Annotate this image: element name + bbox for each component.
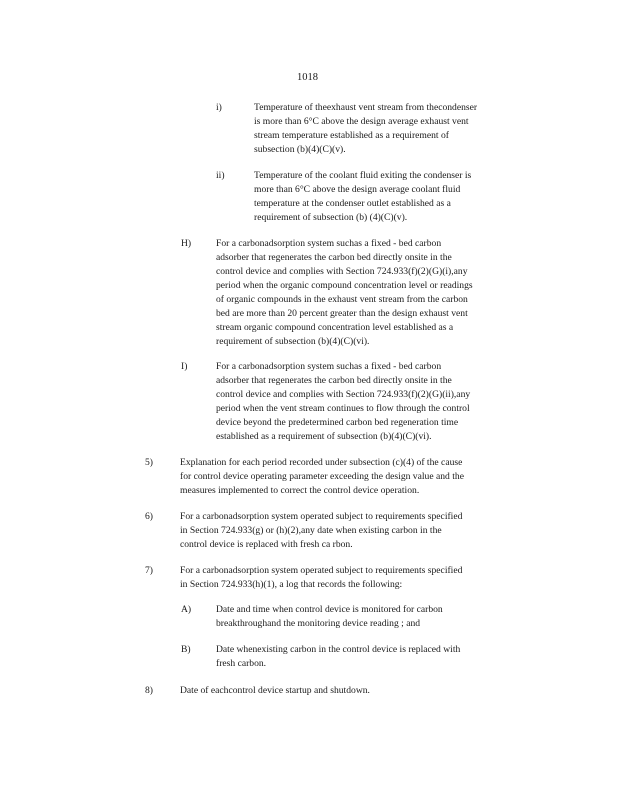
item-label: I) (181, 361, 188, 372)
item-text: Date and time when control device is monitored for carbon breakthroughand the monitoring device reading ; and (216, 604, 443, 629)
item-label: i) (216, 102, 222, 113)
item-text: For a carbonadsorption system suchas a fixed - bed carbon adsorber that regenerates the carbon bed directly onsite in the control device and complies with Section 724.933(f)(2)(G)(ii),any period when the vent stream continues to flow through the control device beyond the predetermined carbon bed regeneration time established as a requirement of subsection (b)(4)(C)(vi). (216, 361, 471, 442)
item-label: 7) (145, 565, 153, 576)
item-label: 8) (145, 685, 153, 696)
item-text: Date of eachcontrol device startup and shutdown. (180, 685, 370, 696)
item-text: Explanation for each period recorded under subsection (c)(4) of the cause for control device operating parameter exceeding the design value and the measures implemented to correct the control device operation. (180, 457, 464, 496)
item-text: Temperature of the coolant fluid exiting the condenser is more than 6°C above the design average coolant fluid temperature at the condenser outlet established as a requirement of subsection (b) (4)(C)(v). (254, 170, 472, 223)
page-number: 1018 (297, 72, 318, 83)
item-text: For a carbonadsorption system suchas a fixed - bed carbon adsorber that regenerates the carbon bed directly onsite in the control device and complies with Section 724.933(f)(2)(G)(i),any period when the organic compound concentration level or readings of organic compounds in the exhaust vent stream from the carbon bed are more than 20 percent greater than the design exhaust vent stream organic compound concentration level established as a requirement of subsection (b)(4)(C)(vi). (216, 238, 473, 347)
item-label: ii) (216, 170, 225, 181)
item-text: For a carbonadsorption system operated subject to requirements specified in Section 724.933(g) or (h)(2),any date when existing carbon in the control device is replaced with fresh ca rbon. (180, 511, 463, 550)
item-label: 6) (145, 511, 153, 522)
item-text: Temperature of theexhaust vent stream from thecondenser is more than 6°C above the design average exhaust vent stream temperature established as a requirement of subsection (b)(4)(C)(v). (254, 102, 478, 155)
item-label: H) (181, 238, 192, 249)
item-text: For a carbonadsorption system operated subject to requirements specified in Section 724.933(h)(1), a log that records the following: (180, 565, 463, 590)
item-label: A) (181, 604, 192, 615)
item-text: Date whenexisting carbon in the control device is replaced with fresh carbon. (216, 644, 461, 669)
item-label: 5) (145, 457, 153, 468)
item-label: B) (181, 644, 191, 655)
